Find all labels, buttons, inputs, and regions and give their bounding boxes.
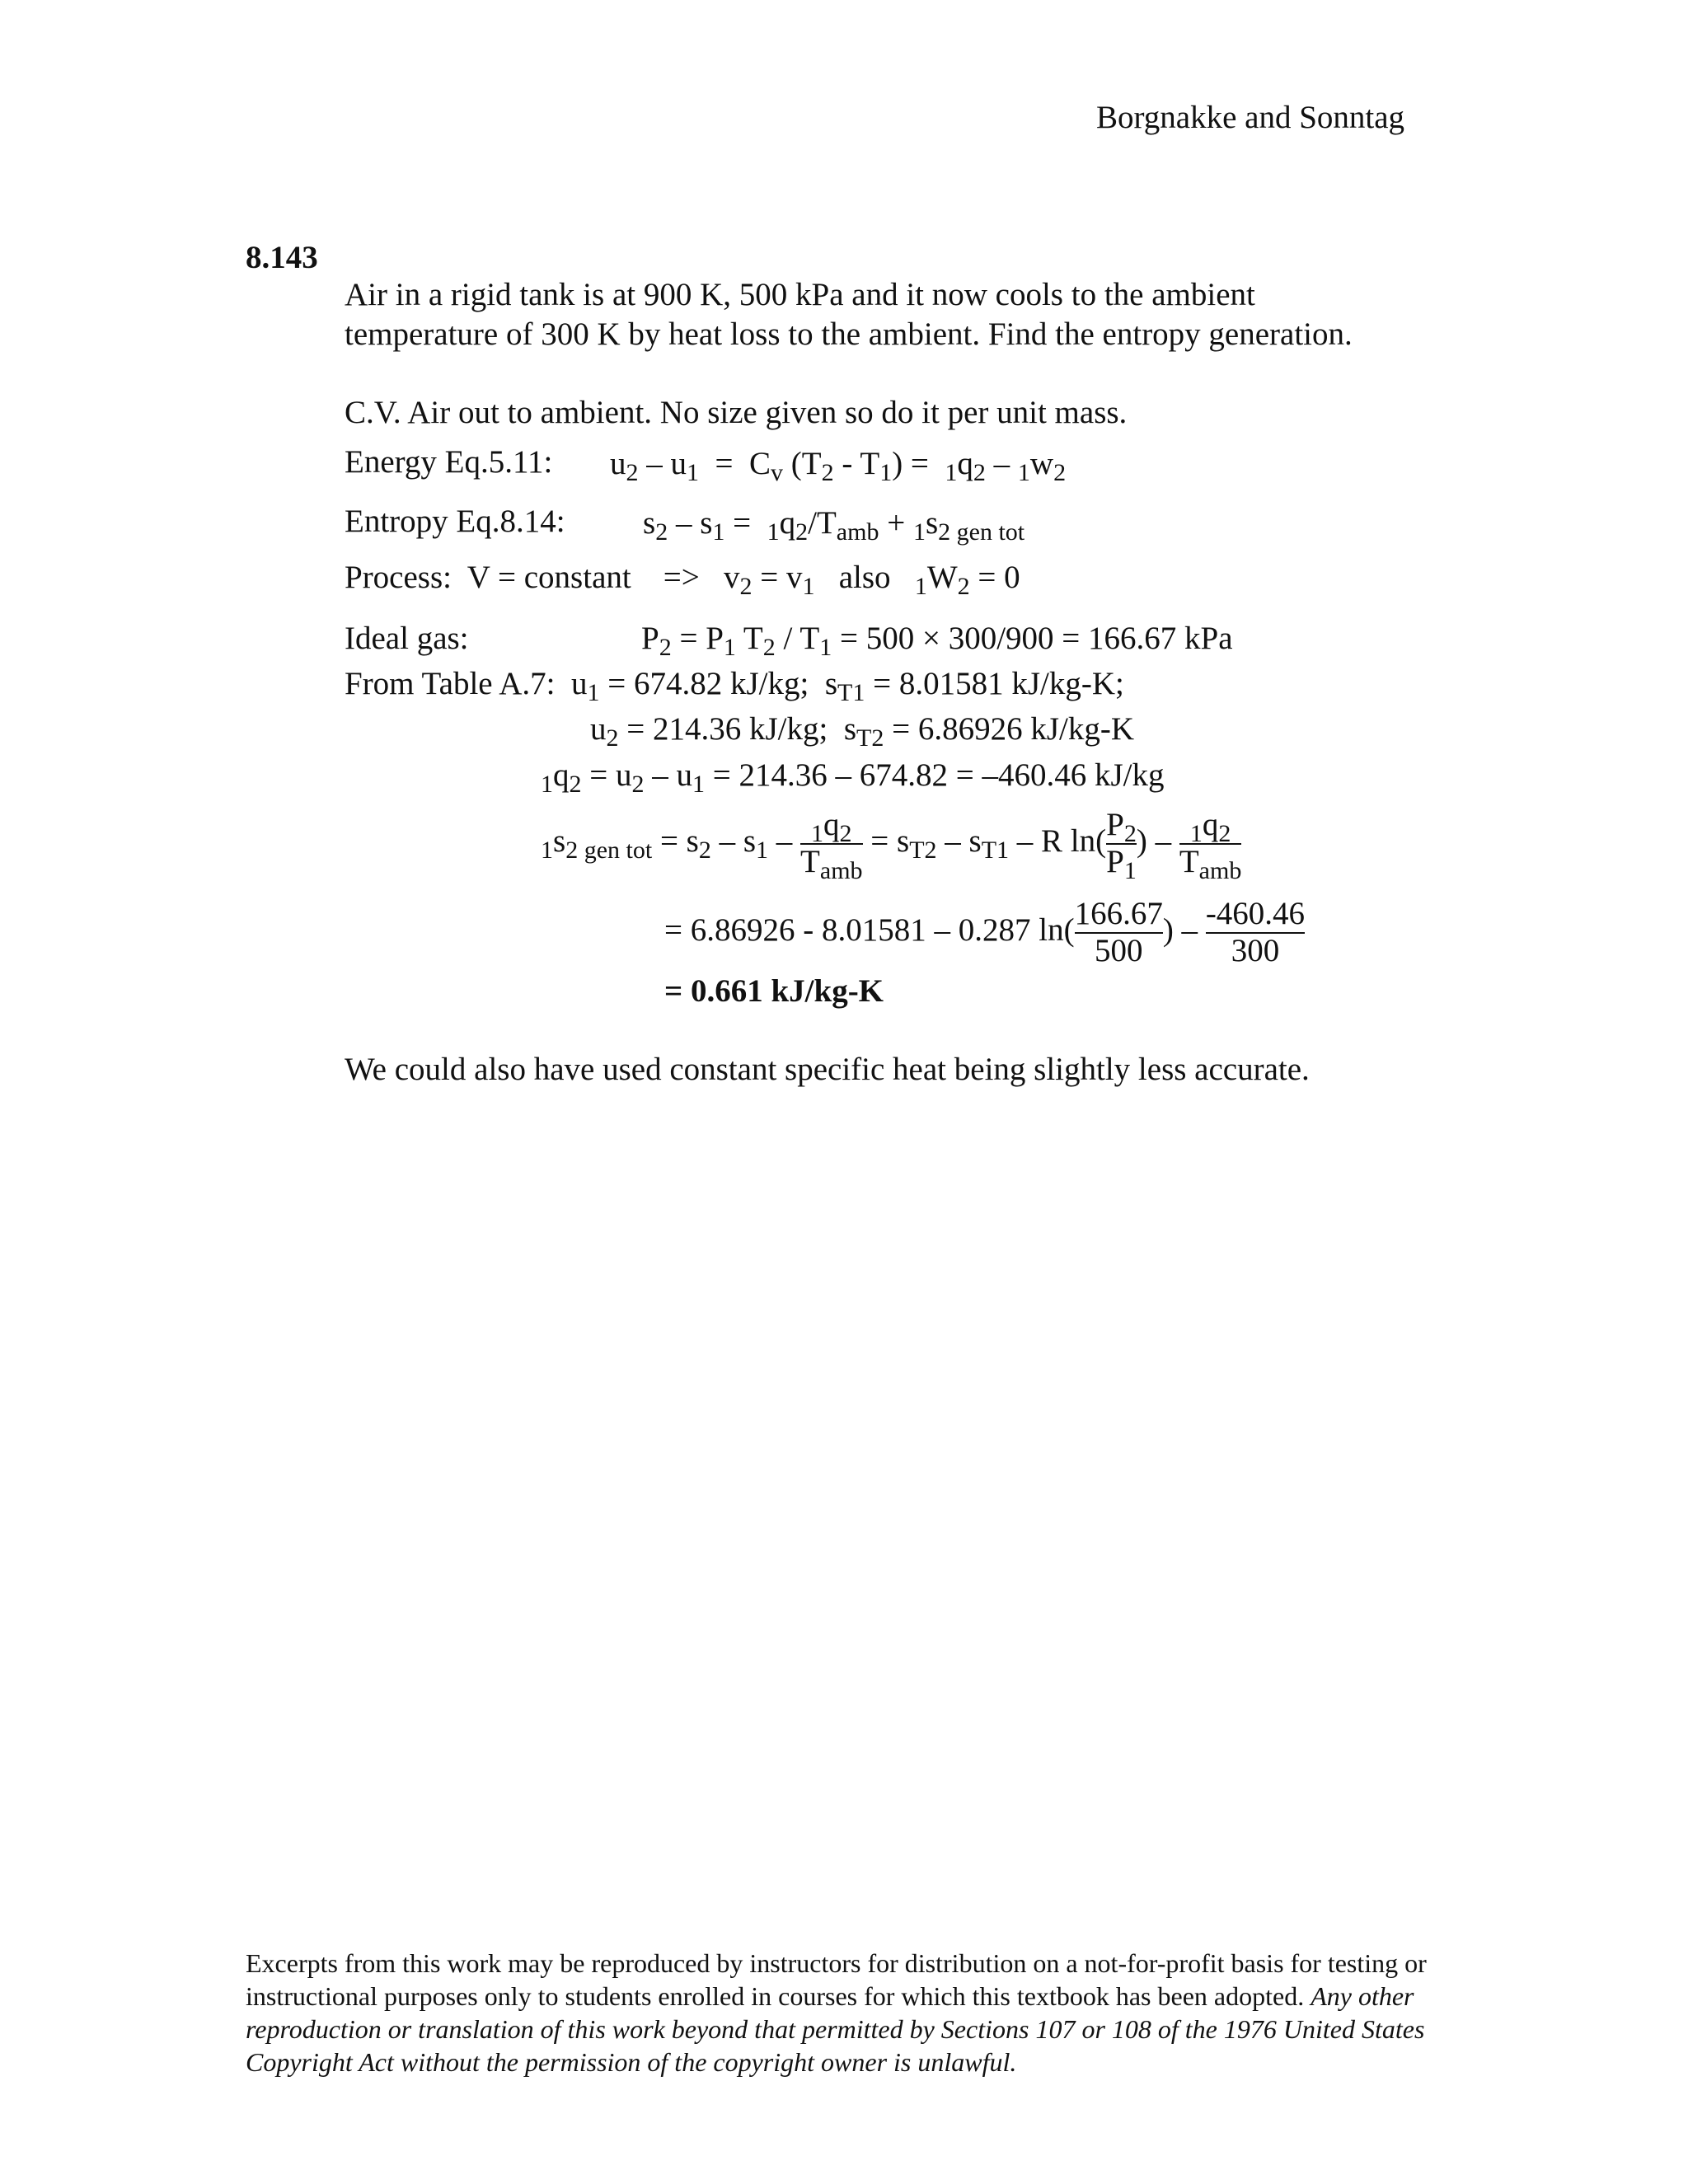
numeric-heat-fraction (1206, 897, 1305, 969)
process-label: Process: (345, 560, 452, 595)
entropy-label: Entropy Eq.8.14: (345, 504, 565, 539)
final-result: = 0.661 kJ/kg-K (664, 973, 884, 1009)
sT2-value: = 6.86926 kJ/kg-K (892, 711, 1135, 747)
frac1-denominator: 500 (1075, 932, 1163, 969)
q-over-tamb-fraction: $\frac{_1q_2}{T_{amb}}$ (800, 807, 863, 884)
pressure-ratio-fraction: $\frac{P_2}{P_1}$ (1106, 807, 1137, 884)
q-value: = 214.36 – 674.82 = –460.46 kJ/kg (712, 757, 1165, 793)
frac2-denominator: 300 (1206, 932, 1305, 969)
energy-equation: $u_2 - u_1 = C_v$ $(T_2 - T_1) = _1q_2 - _1w_2$ (610, 446, 1067, 486)
frac2-numerator: -460.46 (1205, 896, 1306, 931)
process-line: Process: V = constant => $v_2 = v_1$ also $_1W_2 = 0$ (345, 560, 1020, 600)
numeric-substitution: = 6.86926 - 8.01581 – 0.287 ln( $\frac{166.67}{500}$ ) – $\frac{-460.46}{300}$ (664, 896, 1306, 968)
table-line-2: $u_2 = 214.36$ kJ/kg; $s_{T2} = 6.86926$ kJ/kg-K (590, 711, 1135, 752)
table-line-1: From Table A.7: $u_1 = 674.82$ kJ/kg; $s_{T1} = 8.01581$ kJ/kg-K; (345, 666, 1124, 706)
numeric-pressure-fraction (1075, 897, 1163, 969)
energy-label: Energy Eq.5.11: (345, 444, 553, 480)
entropy-equation: $s_2 - s_1 = _1q_2/T_{amb} + _1s_{2 gen tot}$ (643, 505, 1025, 546)
footer-plain-text: Excerpts from this work may be reproduced by instructors for distribution on a not-for-profit basis for testing or instructional purposes only to students enrolled in courses for which this textbook has been adopted. (246, 1948, 1427, 2011)
q-over-tamb-fraction-2: $\frac{_1q_2}{T_{amb}}$ (1179, 807, 1242, 884)
ideal-gas-label: Ideal gas: (345, 621, 469, 656)
solution-note: We could also have used constant specific heat being slightly less accurate. (345, 1052, 1310, 1087)
also-word: also (838, 560, 891, 595)
ideal-gas-result: = 500 × 300/900 = 166.67 kPa (839, 621, 1233, 656)
sT1-value: = 8.01581 kJ/kg-K; (873, 666, 1124, 701)
table-label: From Table A.7: (345, 666, 556, 701)
process-text: V = constant (467, 560, 631, 595)
frac1-numerator: 166.67 (1074, 896, 1163, 931)
u2-value: = 214.36 kJ/kg; (626, 711, 828, 747)
entropy-generation-equation: $_1s_{2 gen tot} = s_2 - s_1$ – $\frac{_1q_2}{T_{amb}}$ = $s_{T2} - s_{T1}$ – R ln( $\frac{P_2}{P_1}$ ) – $\frac{_1q_2}{T_{amb}}$ (541, 807, 1242, 884)
problem-number: 8.143 (246, 240, 318, 275)
control-volume-text: C.V. Air out to ambient. No size given so do it per unit mass. (345, 395, 1128, 430)
problem-statement-line1: Air in a rigid tank is at 900 K, 500 kPa and it now cools to the ambient (345, 277, 1255, 312)
implies-arrow: => (663, 560, 700, 595)
problem-statement-line2: temperature of 300 K by heat loss to the ambient. Find the entropy generation. (345, 316, 1353, 352)
ideal-gas-equation: $P_2 = P_1$ $T_2 / T_1 = 500 \times 300/900 = 166.67$ kPa (641, 621, 1233, 661)
copyright-footer (246, 1947, 1474, 2079)
calc-numbers: = 6.86926 - 8.01581 – 0.287 ln( (664, 912, 1075, 948)
footer-italic-text: Any other reproduction or translation of this work beyond that permitted by Sections 107 or 108 of the 1976 United States Copyright Act without the permission of the copyright owner is unlawful. (246, 1981, 1425, 2077)
u1-value: = 674.82 kJ/kg; (607, 666, 809, 701)
header-authors: Borgnakke and Sonntag (1096, 100, 1405, 135)
heat-transfer-equation: $_1q_2 = u_2 - u_1 = 214.36 - 674.82 = -460.46$ kJ/kg (541, 757, 1165, 798)
